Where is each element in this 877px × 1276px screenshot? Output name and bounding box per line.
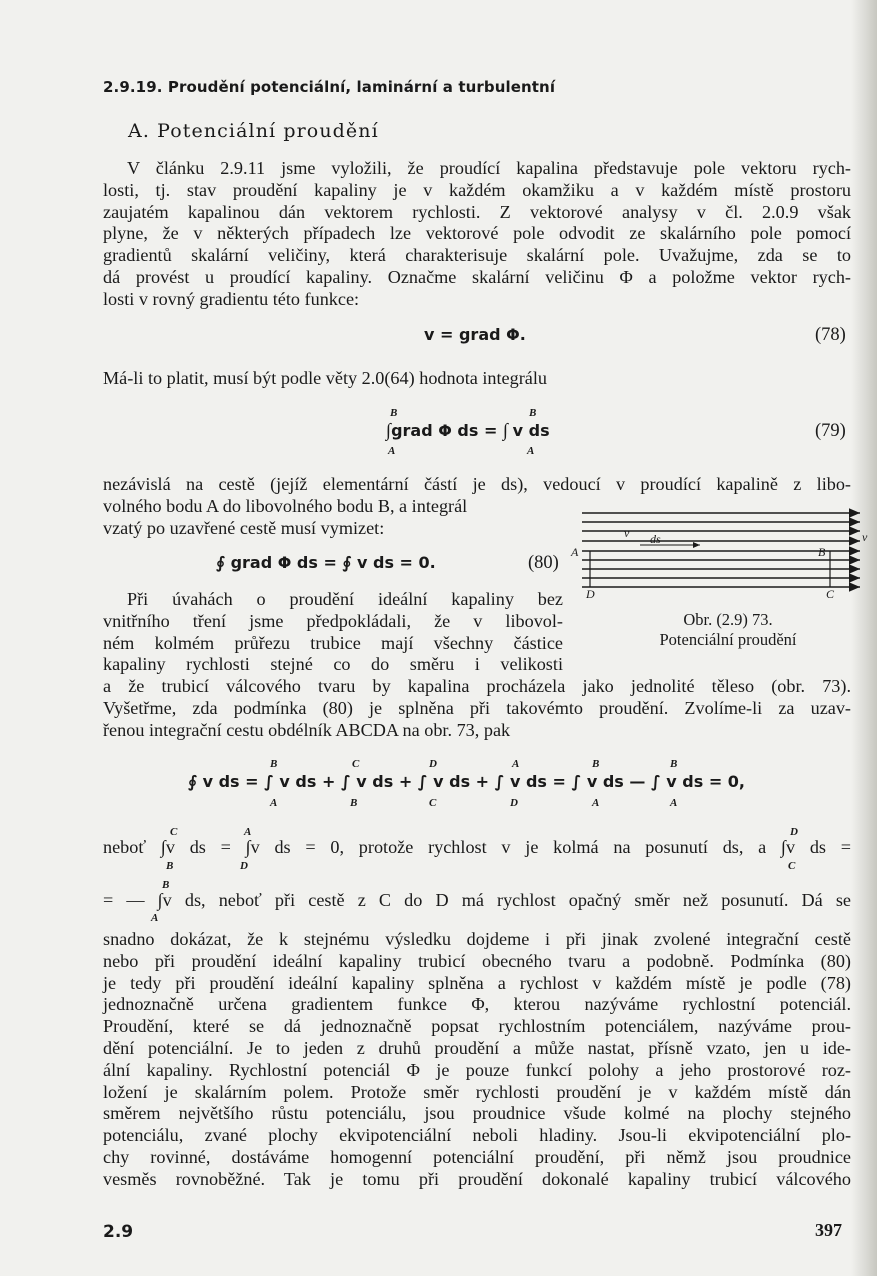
- limit-upper: B: [670, 758, 678, 770]
- limit-upper: C: [352, 758, 360, 770]
- paragraph-ma-li: [103, 368, 723, 390]
- limit-upper: D: [790, 826, 798, 838]
- equation-loop: [188, 772, 745, 793]
- figure-caption-title: Potenciální proudění: [659, 630, 797, 649]
- limit-lower: D: [510, 797, 518, 809]
- text-line: nebo při proudění ideální kapaliny trubicí obecného tvaru a podobně. Podmínka (80): [103, 950, 851, 971]
- limit-upper: A: [244, 826, 252, 838]
- footer-section-number: 2.9: [103, 1222, 134, 1242]
- text-line: = — ∫v ds, neboť při cestě z C do D má rychlost opačný směr než posunutí. Dá se: [103, 890, 851, 910]
- text-line: losti, tj. stav proudění kapaliny je v každém okamžiku a v každém místě prostoru: [103, 179, 851, 200]
- equation-79-right: v ds: [512, 421, 550, 440]
- text-line: směrem největšího růstu potenciálu, jsou proudnice všude kolmé na plochy stejného: [103, 1103, 851, 1124]
- integral-sign: ∫: [386, 421, 392, 441]
- section-heading: 2.9.19. Proudění potenciální, laminární a turbulentní: [103, 78, 556, 96]
- figure-caption-number: Obr. (2.9) 73.: [683, 610, 773, 629]
- limit-lower: C: [429, 797, 437, 809]
- figure-label-a: A: [571, 545, 579, 559]
- footer-page-number: 397: [815, 1220, 842, 1240]
- text-line: kapaliny rychlosti stejné co do směru i velikosti: [103, 654, 563, 675]
- figure-label-b: B: [818, 545, 826, 559]
- text-line: Při úvahách o proudění ideální kapaliny bez: [127, 589, 563, 609]
- limit-lower: B: [350, 797, 358, 809]
- equation-79-number: (79): [815, 421, 846, 441]
- text-line: Proudění, které se dá jednoznačně popsat rychlostním potenciálem, nazýváme prou-: [103, 1016, 851, 1037]
- text-line: Má-li to platit, musí být podle věty 2.0(64) hodnota integrálu: [103, 368, 548, 388]
- text-line: vnitřního tření jsme předpokládali, že v libovol-: [103, 610, 563, 631]
- limit-lower: A: [270, 797, 278, 809]
- text-line: Vyšetřme, zda podmínka (80) je splněna při takovémto proudění. Zvolíme-li za uzav-: [103, 697, 851, 718]
- figure-label-d: D: [586, 587, 595, 598]
- equation-80-text: ∮ grad Φ ds = ∮ v ds = 0.: [216, 553, 436, 572]
- paragraph-nebot: [103, 837, 851, 859]
- figure-label-v-right: v: [862, 530, 868, 544]
- text-line: nezávislá na cestě (jejíž elementární částí je ds), vedoucí v proudící kapalině z libo-: [103, 474, 851, 494]
- text-line: zaujatém kapalinou dán vektorem rychlosti. Z vektorové analysy v čl. 2.0.9 však: [103, 201, 851, 222]
- paragraph-nebot2: [103, 890, 851, 912]
- limit-lower: A: [151, 912, 159, 924]
- equation-79: [386, 421, 550, 442]
- limit-lower: A: [388, 445, 396, 457]
- equation-78-number: (78): [815, 325, 846, 345]
- text-line: a že trubicí válcového tvaru by kapalina procházela jako jednolité těleso (obr. 73).: [103, 676, 851, 696]
- text-line: ložení je skalárním polem. Protože směr rychlosti proudění je v každém místě dán: [103, 1081, 851, 1102]
- limit-upper: B: [270, 758, 278, 770]
- limit-upper: D: [429, 758, 437, 770]
- limit-upper: B: [162, 879, 170, 891]
- text-line: řenou integrační cestu obdélník ABCDA na obr. 73, pak: [103, 719, 511, 740]
- limit-upper: C: [170, 826, 178, 838]
- text-line: vzatý po uzavřené cestě musí vymizet:: [103, 517, 385, 538]
- text-line: dění potenciální. Je to jeden z druhů proudění a může nastat, přísně vzato, jen u ide-: [103, 1037, 851, 1058]
- integral-sign: ∫: [502, 421, 513, 441]
- text-line: ném kolmém průřezu trubice mají všechny částice: [103, 632, 563, 653]
- limit-lower: C: [788, 860, 796, 872]
- text-line: V článku 2.9.11 jsme vyložili, že proudící kapalina představuje pole vektoru rych-: [127, 158, 851, 178]
- subsection-heading: A. Potenciální proudění: [128, 120, 379, 142]
- limit-lower: A: [670, 797, 678, 809]
- text-line: snadno dokázat, že k stejnému výsledku dojdeme i při jinak zvolené integrační cestě: [103, 929, 851, 949]
- limit-lower: D: [240, 860, 248, 872]
- limit-upper: B: [529, 407, 537, 419]
- text-line: potenciálu, zvané plochy ekvipotenciální neboli hladiny. Jsou-li ekvipotenciální plo-: [103, 1125, 851, 1146]
- limit-upper: A: [512, 758, 520, 770]
- paragraph-conclusion: [103, 929, 851, 1191]
- limit-lower: A: [527, 445, 535, 457]
- paragraph-ideal-fluid-cont: [103, 676, 851, 741]
- equation-loop-text: ∮ v ds = ∫ v ds + ∫ v ds + ∫ v ds + ∫ v ds = ∫ v ds — ∫ v ds = 0,: [188, 772, 746, 791]
- equation-78: [424, 325, 526, 346]
- limit-upper: B: [592, 758, 600, 770]
- text-line: losti v rovný gradientu této funkce:: [103, 288, 360, 309]
- equation-80: [216, 553, 436, 574]
- text-line: je tedy při proudění ideální kapaliny splněna a rychlost v každém místě je podle (78): [103, 972, 851, 993]
- limit-lower: B: [166, 860, 174, 872]
- figure-potential-flow: [570, 508, 870, 598]
- figure-label-v: v: [624, 526, 630, 540]
- text-line: gradientů skalární veličiny, která charakterisuje skalární pole. Uvažujme, zda se to: [103, 245, 851, 266]
- equation-78-text: v = grad Φ.: [424, 325, 526, 344]
- page-edge-shadow: [851, 0, 877, 1276]
- equation-79-left: grad Φ ds =: [391, 421, 503, 440]
- text-line: volného bodu A do libovolného bodu B, a integrál: [103, 495, 468, 516]
- text-line: ální kapaliny. Rychlostní potenciál Φ je pouze funkcí polohy a jeho prostorové roz-: [103, 1059, 851, 1080]
- figure-label-c: C: [826, 587, 835, 598]
- text-line: vesměs rovnoběžné. Tak je tomu při proudění dokonalé kapaliny trubicí válcového: [103, 1168, 851, 1189]
- limit-lower: A: [592, 797, 600, 809]
- text-line: chy rovinné, dostáváme homogenní potenciální proudění, při němž jsou proudnice: [103, 1146, 851, 1167]
- limit-upper: B: [390, 407, 398, 419]
- text-line: dá provést u proudící kapaliny. Označme skalární veličinu Φ a položme vektor rych-: [103, 266, 851, 287]
- figure-label-ds: ds: [650, 532, 661, 546]
- text-line: plyne, že v některých případech lze vektorové pole odvodit ze skalárního pole pomocí: [103, 223, 851, 244]
- equation-80-number: (80): [528, 553, 559, 573]
- paragraph-intro: [103, 158, 851, 311]
- text-line: neboť ∫v ds = ∫v ds = 0, protože rychlost v je kolmá na posunutí ds, a ∫v ds =: [103, 837, 851, 857]
- paragraph-ideal-fluid: [103, 589, 563, 676]
- text-line: jednoznačně určena gradientem funkce Φ, kterou nazýváme rychlostní potenciál.: [103, 994, 851, 1015]
